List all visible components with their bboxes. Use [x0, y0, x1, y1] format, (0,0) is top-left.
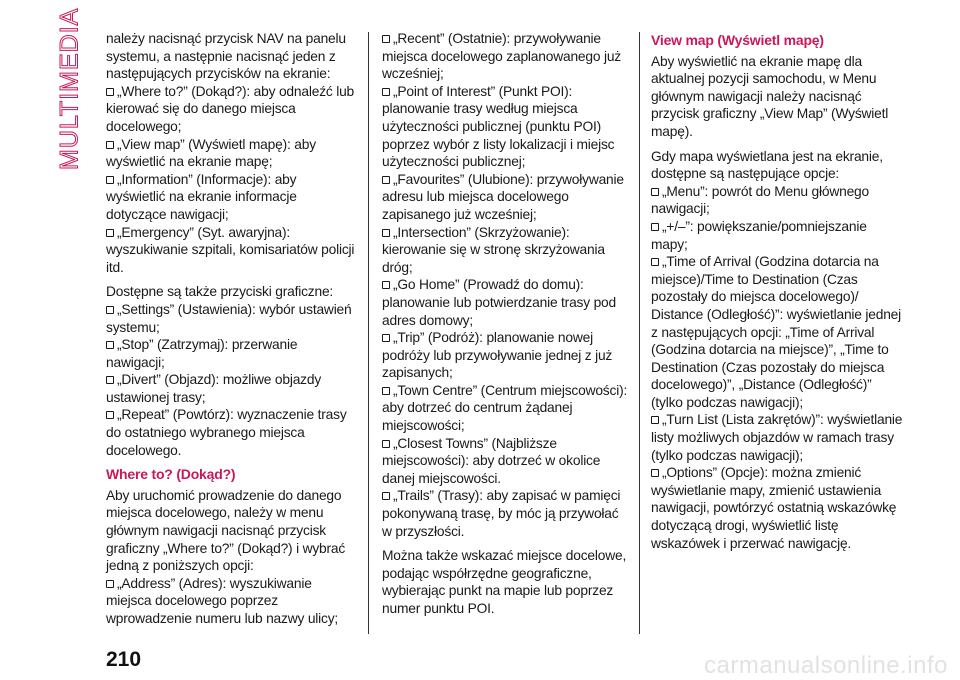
paragraph: Aby wyświetlić na ekranie mapę dla aktualnej pozycji samochodu, w Menu głównym nawigacji należy nacisnąć przycisk graficzny „View Map” (Wyświetl mapę).: [651, 53, 889, 139]
checkbox-square-icon: [382, 334, 390, 342]
bullet-item: „Repeat” (Powtórz): wyznaczenie trasy do ostatniego wybranego miejsca docelowego.: [106, 407, 347, 458]
bullet-item: „View map” (Wyświetl mapę): aby wyświetlić na ekranie mapę;: [106, 136, 316, 170]
checkbox-square-icon: [382, 35, 390, 43]
paragraph: Można także wskazać miejsce docelowe, podając współrzędne geograficzne, wybierając punkt na mapie lub poprzez numer punktu POI.: [382, 548, 627, 616]
checkbox-square-icon: [106, 176, 114, 184]
bullet-item: „Settings” (Ustawienia): wybór ustawień systemu;: [106, 301, 352, 335]
bullet-item: „Trails” (Trasy): aby zapisać w pamięci pokonywaną trasę, by móc ją przywołać w przyszłości.: [382, 488, 621, 539]
section-title-multimedia: MULTIMEDIA: [55, 7, 84, 170]
checkbox-square-icon: [651, 223, 659, 231]
checkbox-square-icon: [106, 141, 114, 149]
bullet-item: „Stop” (Zatrzymaj): przerwanie nawigacji;: [106, 337, 298, 370]
checkbox-square-icon: [651, 469, 659, 477]
bullet-item: „Intersection” (Skrzyżowanie): kierowanie się w stronę skrzyżowania dróg;: [382, 224, 605, 275]
section-heading: View map (Wyświetl mapę): [651, 32, 824, 48]
checkbox-square-icon: [651, 188, 659, 196]
section-heading: Where to? (Dokąd?): [106, 466, 236, 483]
bullet-item: „Divert” (Objazd): możliwe objazdy ustawionej trasy;: [106, 372, 322, 405]
checkbox-square-icon: [382, 492, 390, 500]
checkbox-square-icon: [106, 306, 114, 314]
bullet-item: „Favourites” (Ulubione): przywoływanie adresu lub miejsca docelowego zapisanego już wcześniej;: [382, 171, 624, 222]
bullet-item: „Emergency” (Syt. awaryjna): wyszukiwanie szpitali, komisariatów policji itd.: [106, 224, 355, 275]
bullet-item: „Closest Towns” (Najbliższe miejscowości): aby dotrzeć w okolice danej miejscowości.: [382, 435, 601, 486]
intro-paragraph: należy nacisnąć przycisk NAV na panelu systemu, a następnie nacisnąć jeden z następujących przycisków na ekranie:: [106, 31, 346, 82]
watermark: carmanualsonline.info: [704, 652, 948, 679]
bullet-item: „Trip” (Podróż): planowanie nowej podróży lub przywoływanie jednej z już zapisanych;: [382, 330, 613, 381]
bullet-item: „Go Home” (Prowadź do domu): planowanie lub potwierdzanie trasy pod adres domowy;: [382, 277, 617, 328]
bullet-item: „+/–”: powiększanie/pomniejszanie mapy;: [651, 218, 867, 252]
paragraph: Dostępne są także przyciski graficzne:: [106, 284, 334, 300]
column-3: [651, 30, 903, 552]
checkbox-square-icon: [106, 88, 114, 96]
checkbox-square-icon: [106, 229, 114, 237]
paragraph: Aby uruchomić prowadzenie do danego miejsca docelowego, należy w menu głównym nawigacji nacisnąć przycisk graficzny „Where to?” (Dokąd?) i wybrać jedną z poniższych opcji:: [106, 487, 346, 574]
bullet-item: „Recent” (Ostatnie): przywoływanie miejsca docelowego zaplanowanego już wcześniej;: [382, 31, 622, 82]
bullet-item: „Address” (Adres): wyszukiwanie miejsca docelowego poprzez wprowadzenie numeru lub nazwy ulicy;: [106, 575, 339, 626]
checkbox-square-icon: [382, 229, 390, 237]
checkbox-square-icon: [382, 88, 390, 96]
bullet-item: „Information” (Informacje): aby wyświetlić na ekranie informacje dotyczące nawigacji;: [106, 171, 297, 222]
bullet-item: „Town Centre” (Centrum miejscowości): aby dotrzeć do centrum żądanej miejscowości;: [382, 382, 628, 434]
checkbox-square-icon: [651, 258, 659, 266]
checkbox-square-icon: [382, 281, 390, 289]
page-number: 210: [106, 648, 142, 671]
checkbox-square-icon: [382, 387, 390, 395]
column-divider-2: [639, 32, 640, 634]
column-2: [382, 30, 630, 618]
bullet-item: „Turn List (Lista zakrętów)”: wyświetlanie listy możliwych objazdów w ramach trasy (tylko podczas nawigacji);: [651, 412, 903, 463]
checkbox-square-icon: [382, 440, 390, 448]
checkbox-square-icon: [106, 376, 114, 384]
bullet-item: „Menu”: powrót do Menu głównego nawigacji;: [651, 183, 870, 217]
checkbox-square-icon: [106, 341, 114, 349]
column-1: [106, 30, 358, 628]
checkbox-square-icon: [382, 176, 390, 184]
column-divider-1: [368, 32, 369, 634]
bullet-item: „Where to?” (Dokąd?): aby odnaleźć lub kierować się do danego miejsca docelowego;: [106, 83, 355, 134]
bullet-item: „Options” (Opcje): można zmienić wyświetlanie mapy, zmienić ustawienia nawigacji, powtórzyć ostatnią wskazówkę dotyczącą drogi, wyświetlić listę wskazówek i przerwać nawigację.: [651, 465, 897, 551]
checkbox-square-icon: [106, 580, 114, 588]
bullet-item: „Point of Interest” (Punkt POI): planowanie trasy według miejsca użyteczności publicznej (punktu POI) poprzez wybór z listy lokalizacji i miejsc użyteczności publicznej;: [382, 83, 615, 170]
checkbox-square-icon: [106, 411, 114, 419]
checkbox-square-icon: [651, 416, 659, 424]
paragraph: Gdy mapa wyświetlana jest na ekranie, dostępne są następujące opcje:: [651, 148, 883, 182]
bullet-item: „Time of Arrival (Godzina dotarcia na miejsce)/Time to Destination (Czas pozostały do miejsca docelowego)/ Distance (Odległość)”: wyświetlanie jednej z następujących opcji: „Time of Arrival (Godzina dotarcia na miejsce)”, „Time to Destination (Czas pozostały do miejsca docelowego)”, „Distance (Odległość)” (tylko podczas nawigacji);: [651, 254, 902, 410]
